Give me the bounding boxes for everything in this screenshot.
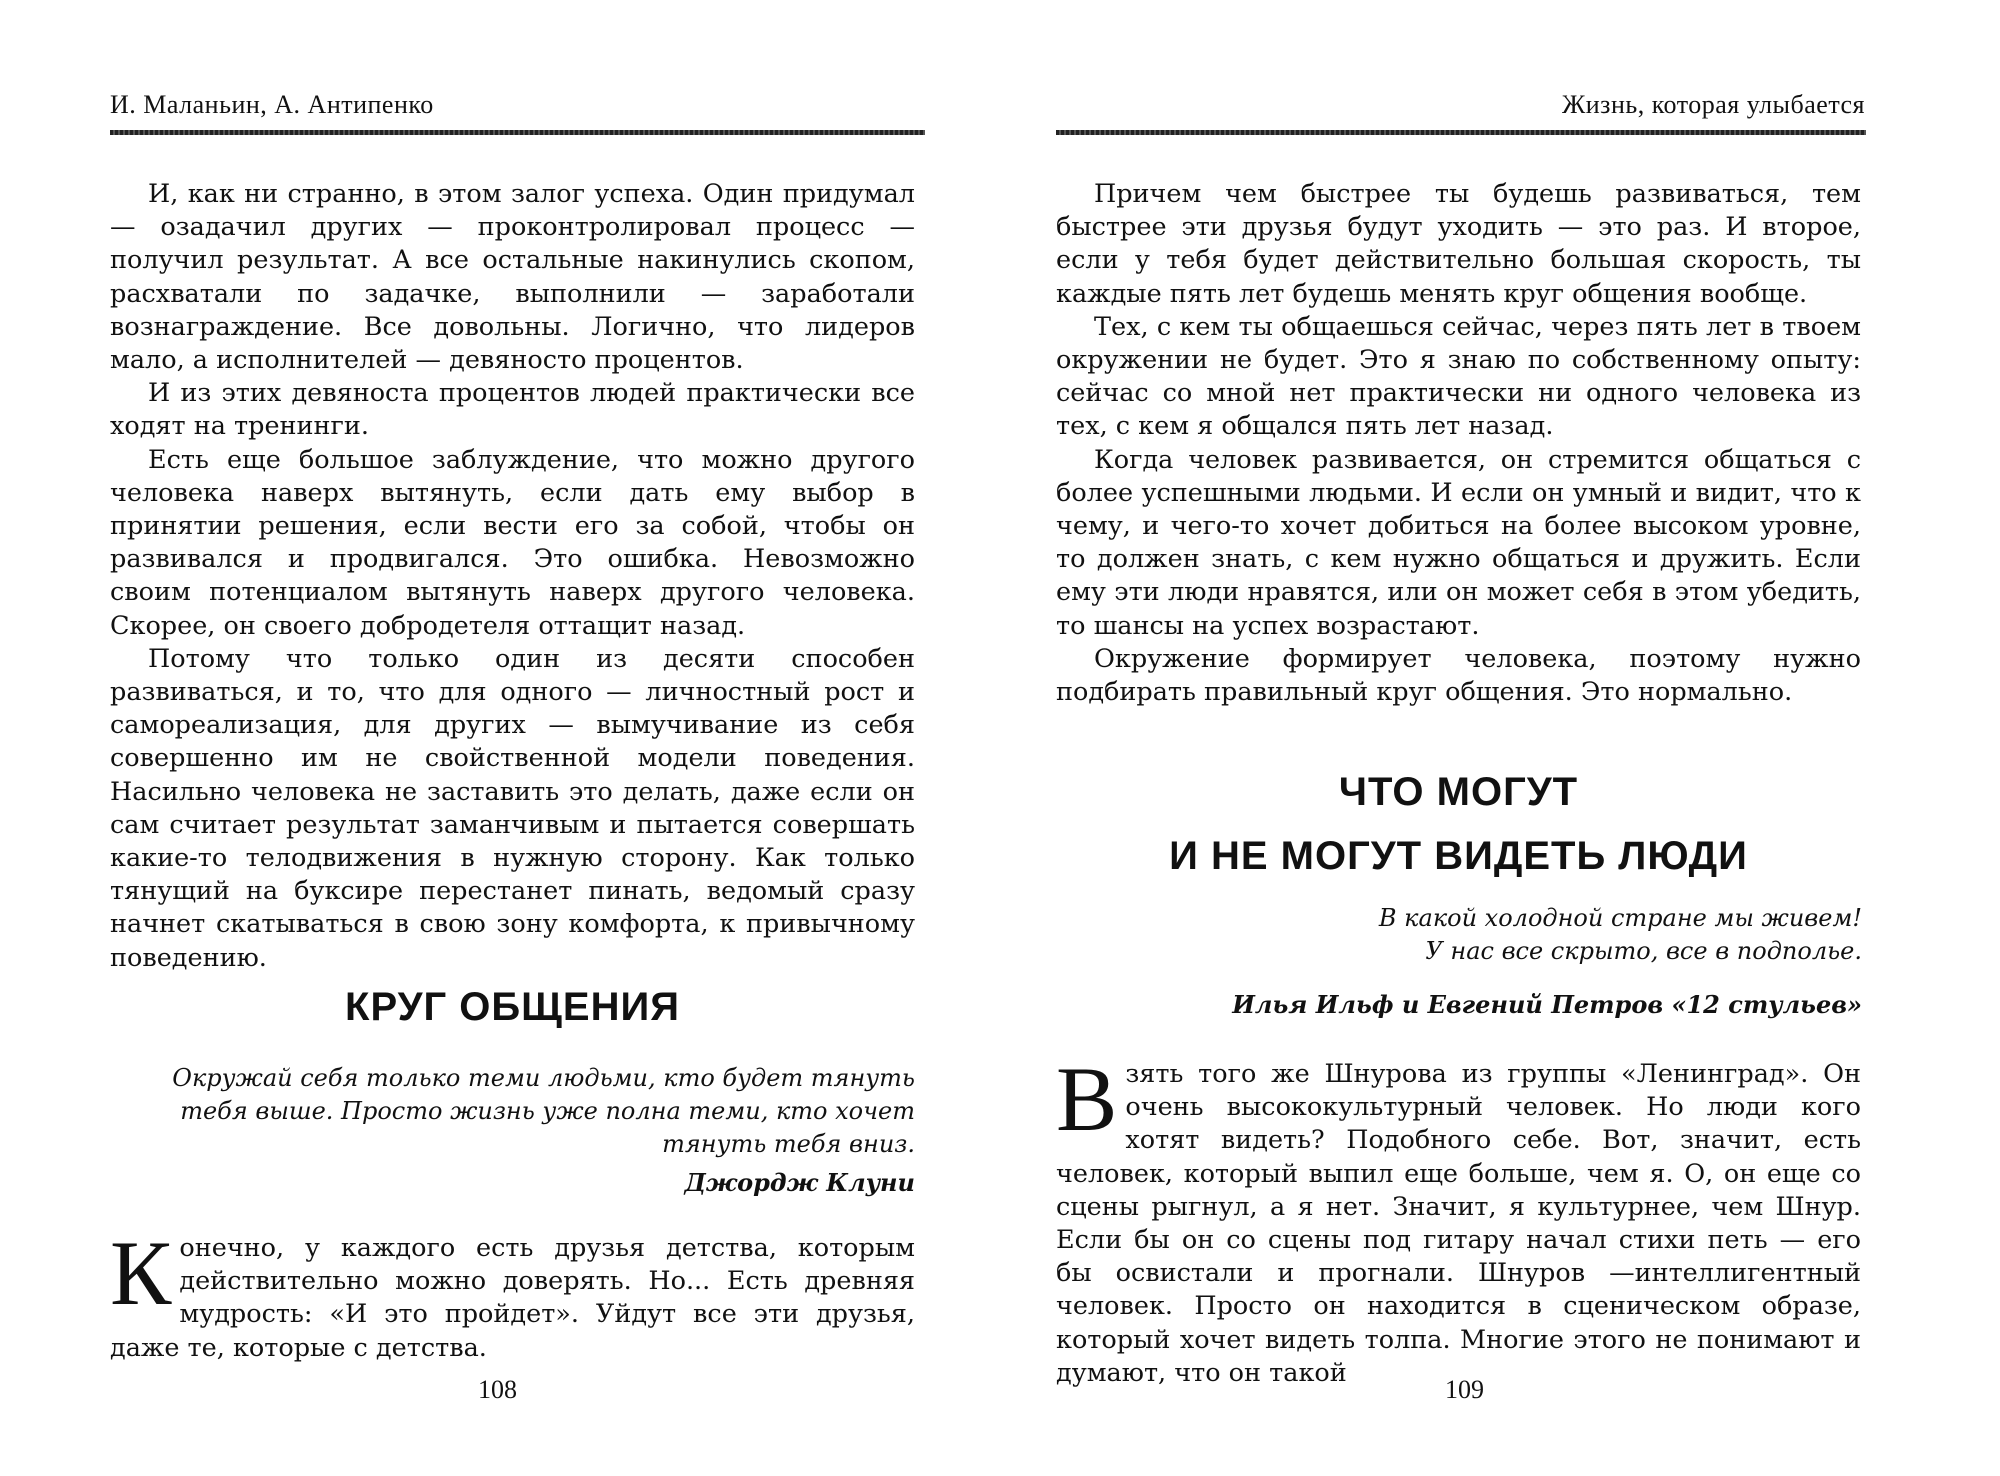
- running-head-authors: И. Маланьин, А. Антипенко: [110, 90, 434, 119]
- paragraph: И из этих девяноста процентов людей практически все ходят на тренинги.: [110, 378, 915, 442]
- epigraph: [1102, 902, 1862, 968]
- epigraph-line: Окружай себя только теми людьми, кто будет тянуть: [172, 1064, 915, 1092]
- dropcap-text: онечно, у каждого есть друзья детства, которым действительно можно доверять. Но... Есть древняя мудрость: «И это пройдет». Уйдут все эти друзья, даже те, которые с детства.: [110, 1233, 915, 1363]
- page-number: 108: [478, 1375, 517, 1404]
- dropcap-text: зять того же Шнурова из группы «Ленинград». Он очень высококультурный человек. Но люди кого хотят видеть? Подобного себе. Вот, значит, есть человек, который выпил еще больше, чем я. О, он еще со сцены рыгнул, а я нет. Значит, я культурнее, чем Шнур. Если бы он со сцены под гитару начал стихи петь — его бы освистали и прогнали. Шнуров —интеллигентный человек. Просто он находится в сценическом образе, который хочет видеть толпа. Многие этого не понимают и думают, что он такой: [1056, 1059, 1861, 1388]
- epigraph-line: В какой холодной стране мы живем!: [1378, 904, 1862, 932]
- epigraph-line: тебя выше. Просто жизнь уже полна теми, кто хочет: [180, 1097, 915, 1125]
- dropcap-letter: К: [110, 1222, 172, 1324]
- paragraph: Тех, с кем ты общаешься сейчас, через пять лет в твоем окружении не будет. Это я знаю по собственному опыту: сейчас со мной нет практически ни одного человека из тех, с кем я общался пять лет назад.: [1056, 311, 1861, 442]
- section-title-line: ЧТО МОГУТ: [1338, 770, 1579, 814]
- dropcap-letter: В: [1056, 1048, 1118, 1150]
- epigraph: [155, 1062, 915, 1161]
- running-head-title: Жизнь, которая улыбается: [1561, 90, 1865, 119]
- epigraph-line: У нас все скрыто, все в подполье.: [1425, 937, 1862, 965]
- dropcap-paragraph: [1056, 1048, 1861, 1390]
- epigraph-author: Джордж Клуни: [684, 1168, 915, 1197]
- header-rule: [1056, 130, 1866, 135]
- header-rule: [110, 130, 925, 135]
- right-body-text: [1056, 178, 1861, 709]
- section-title: КРУГ ОБЩЕНИЯ: [345, 985, 680, 1029]
- epigraph-line: тянуть тебя вниз.: [662, 1130, 915, 1158]
- section-title: [1056, 760, 1861, 888]
- paragraph: Окружение формирует человека, поэтому нужно подбирать правильный круг общения. Это нормально.: [1056, 643, 1861, 708]
- paragraph: Есть еще большое заблуждение, что можно другого человека наверх вытянуть, если дать ему выбор в принятии решения, если вести его за собой, чтобы он развивался и продвигался. Это ошибка. Невозможно своим потенциалом вытянуть наверх другого человека. Скорее, он своего добродетеля оттащит назад.: [110, 444, 915, 641]
- paragraph: И, как ни странно, в этом залог успеха. Один придумал — озадачил других — проконтролировал процесс — получил результат. А все остальные накинулись скопом, расхватали по задачке, выполнили — заработали вознаграждение. Все довольны. Логично, что лидеров мало, а исполнителей — девяносто процентов.: [110, 179, 915, 376]
- paragraph: Когда человек развивается, он стремится общаться с более успешными людьми. И если он умный и видит, что к чему, и чего-то хочет добиться на более высоком уровне, то должен знать, с кем нужно общаться и дружить. Если ему эти люди нравятся, или он может себя в этом убедить, то шансы на успех возрастают.: [1056, 444, 1861, 641]
- dropcap-paragraph: [110, 1222, 915, 1365]
- right-page: [1000, 0, 2000, 1476]
- page-number: 109: [1445, 1375, 1484, 1404]
- section-title-line: И НЕ МОГУТ ВИДЕТЬ ЛЮДИ: [1169, 834, 1748, 878]
- epigraph-author: Илья Ильф и Евгений Петров «12 стульев»: [1232, 990, 1862, 1019]
- left-body-text: [110, 178, 915, 975]
- paragraph: Причем чем быстрее ты будешь развиваться, тем быстрее эти друзья будут уходить — это раз. И второе, если у тебя будет действительно большая скорость, ты каждые пять лет будешь менять круг общения вообще.: [1056, 179, 1861, 309]
- paragraph: Потому что только один из десяти способен развиваться, и то, что для одного — личностный рост и самореализация, для других — вымучивание из себя совершенно им не свойственной модели поведения. Насильно человека не заставить это делать, даже если он сам считает результат заманчивым и пытается совершать какие-то телодвижения в нужную сторону. Как только тянущий на буксире перестанет пинать, ведомый сразу начнет скатываться в свою зону комфорта, к привычному поведению.: [110, 643, 915, 973]
